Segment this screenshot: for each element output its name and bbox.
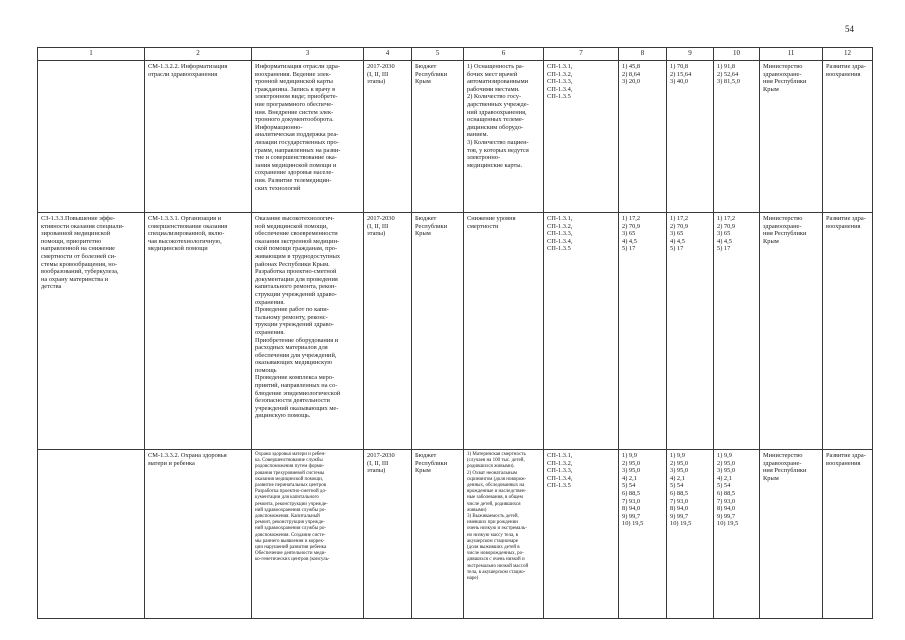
indicator-cell: 1) Оснащенность ра- бочих мест врачей автоматизированными рабочими местами. 2) Количество госу- дарственных учрежде- ний здравоохранения, оснащенных телеме- дицинским оборудо- ванием. 3) Количество пациен- тов, у которых ведутся электронно- медицинские карты. bbox=[464, 61, 544, 213]
header-cell-4: 4 bbox=[364, 48, 412, 61]
content-cell: Информатизация отрасли здра- воохранения. Ведение элек- тронной медицинской карты гражданина. Запись к врачу в электронном виде; приобрете- ние программного обеспече- ния. Внедрение систем элек- тронного документооборота. Информационно- аналитическая поддержка реа- лизации государственных про- грамм, направленных на разви- тие и совершенствование ока- зания медицинской помощи и сохранение здоровья населе- ния. Развитие телемедицин- ских технологий bbox=[252, 61, 364, 213]
goal-cell bbox=[38, 61, 145, 213]
page-number: 54 bbox=[845, 24, 854, 34]
value-cell-stage1: 1) 9,9 2) 95,0 3) 95,0 4) 2,1 5) 54 6) 88,5 7) 93,0 8) 94,0 9) 99,7 10) 19,5 bbox=[619, 450, 667, 619]
table-row bbox=[38, 213, 873, 450]
value-cell-stage1: 1) 45,8 2) 8,64 3) 20,0 bbox=[619, 61, 667, 213]
link-cell: СП-1.3.1, СП-1.3.2, СП-1.3.3, СП-1.3.4, СП-1.3.5 bbox=[544, 450, 619, 619]
value-cell-stage2: 1) 17,2 2) 70,9 3) 65 4) 4,5 5) 17 bbox=[667, 213, 714, 450]
program-table bbox=[37, 47, 873, 619]
value-cell-stage3: 1) 91,8 2) 52,64 3) 81,5,0 bbox=[714, 61, 760, 213]
header-cell-7: 7 bbox=[544, 48, 619, 61]
header-cell-11: 11 bbox=[760, 48, 823, 61]
goal-cell: СЗ-1.3.3.Повышение эффе- ктивности оказания специали- зированной медицинской помощи, приоритетно направленной на снижение смертности от болезней си- стемы кровообращения, но- вообразований, туберкулеза, на охрану материнства и детства bbox=[38, 213, 145, 450]
indicator-cell: Снижение уровня смертности bbox=[464, 213, 544, 450]
header-cell-12: 12 bbox=[823, 48, 873, 61]
link-cell: СП-1.3.1, СП-1.3.2, СП-1.3.3, СП-1.3.4, СП-1.3.5 bbox=[544, 61, 619, 213]
header-cell-3: 3 bbox=[252, 48, 364, 61]
goal-cell bbox=[38, 450, 145, 619]
value-cell-stage3: 1) 9,9 2) 95,0 3) 95,0 4) 2,1 5) 54 6) 88,5 7) 93,0 8) 94,0 9) 99,7 10) 19,5 bbox=[714, 450, 760, 619]
funding-cell: Бюджет Республики Крым bbox=[412, 450, 464, 619]
header-cell-9: 9 bbox=[667, 48, 714, 61]
executor-cell: Министерство здравоохране- ния Республики Крым bbox=[760, 61, 823, 213]
executor-cell: Министерство здравоохране- ния Республики Крым bbox=[760, 213, 823, 450]
table-row bbox=[38, 61, 873, 213]
funding-cell: Бюджет Республики Крым bbox=[412, 213, 464, 450]
indicator-cell: 1) Материнская смертность (случаев на 100 тыс. детей, родившихся живыми). 2) Охват неонатальным скринингом (доля новорож- денных, обследованных на врожденные и наследствен- ные заболевания, в общем числе детей, родившихся живыми) 3) Выживаемость детей, имевших при рождении очень низкую и экстремаль- но низкую массу тела, в акушерском стационаре (доля выживших детей в числе новорожденных, ро- дившихся с очень низкой и экстремально низкой массой тела, в акушерском стацио- наре) bbox=[464, 450, 544, 619]
table-row bbox=[38, 450, 873, 619]
content-cell: Охрана здоровья матери и ребен- ка. Совершенствование службы родовспоможения путем форми- рования трехуровневой системы оказания медицинской помощи, развитие перинатальных центров Разработка проектно-сметной до- кументации для капитального ремонта, реконструкции учрежде- ний здравоохранения службы ро- довспоможения. Капитальный ремонт, реконструкция учрежде- ний здравоохранения службы ро- довспоможения. Создание систе- мы раннего выявления и коррек- ции нарушений развития ребенка Обеспечение деятельности меди- ко-генетических центров (консуль- bbox=[252, 450, 364, 619]
header-cell-6: 6 bbox=[464, 48, 544, 61]
value-cell-stage2: 1) 70,8 2) 15,64 3) 40,0 bbox=[667, 61, 714, 213]
header-cell-5: 5 bbox=[412, 48, 464, 61]
content-cell: Оказание высокотехнологич- ной медицинской помощи, обеспечение своевременности оказания экстренной медицин- ской помощи гражданам, про- живающим в труднодоступных районах Республики Крым. Разработка проектно-сметной документации для проведения капитального ремонта, рекон- струкции учреждений здраво- охранения. Проведение работ по капи- тальному ремонту, реконс- трукции учреждений здраво- охранения. Приобретение оборудования и расходных материалов для обеспечения для учреждений, оказывающих медицинскую помощь Проведение комплекса меро- приятий, направленных на со- блюдение эпидемиологической безопасности деятельности учреждений оказывающих ме- дицинскую помощь. bbox=[252, 213, 364, 450]
measure-cell: СМ-1.3.2.2. Информатизация отрасли здравоохранения bbox=[145, 61, 252, 213]
program-cell: Развитие здра- воохранения bbox=[823, 213, 873, 450]
measure-cell: СМ-1.3.3.2. Охрана здоровья матери и ребенка bbox=[145, 450, 252, 619]
value-cell-stage1: 1) 17,2 2) 70,9 3) 65 4) 4,5 5) 17 bbox=[619, 213, 667, 450]
executor-cell: Министерство здравоохране- ния Республики Крым bbox=[760, 450, 823, 619]
funding-cell: Бюджет Республики Крым bbox=[412, 61, 464, 213]
header-cell-1: 1 bbox=[38, 48, 145, 61]
period-cell: 2017-2030 (I, II, III этапы) bbox=[364, 450, 412, 619]
period-cell: 2017-2030 (I, II, III этапы) bbox=[364, 61, 412, 213]
header-cell-10: 10 bbox=[714, 48, 760, 61]
program-cell: Развитие здра- воохранения bbox=[823, 61, 873, 213]
header-cell-8: 8 bbox=[619, 48, 667, 61]
header-cell-2: 2 bbox=[145, 48, 252, 61]
header-row bbox=[38, 48, 873, 61]
value-cell-stage3: 1) 17,2 2) 70,9 3) 65 4) 4,5 5) 17 bbox=[714, 213, 760, 450]
value-cell-stage2: 1) 9,9 2) 95,0 3) 95,0 4) 2,1 5) 54 6) 88,5 7) 93,0 8) 94,0 9) 99,7 10) 19,5 bbox=[667, 450, 714, 619]
measure-cell: СМ-1.3.3.1. Организация и совершенствование оказания специализированной, вклю- чая высокотехнологичную, медицинской помощи bbox=[145, 213, 252, 450]
program-cell: Развитие здра- воохранения bbox=[823, 450, 873, 619]
period-cell: 2017-2030 (I, II, III этапы) bbox=[364, 213, 412, 450]
link-cell: СП-1.3.1, СП-1.3.2, СП-1.3.3, СП-1.3.4, СП-1.3.5 bbox=[544, 213, 619, 450]
